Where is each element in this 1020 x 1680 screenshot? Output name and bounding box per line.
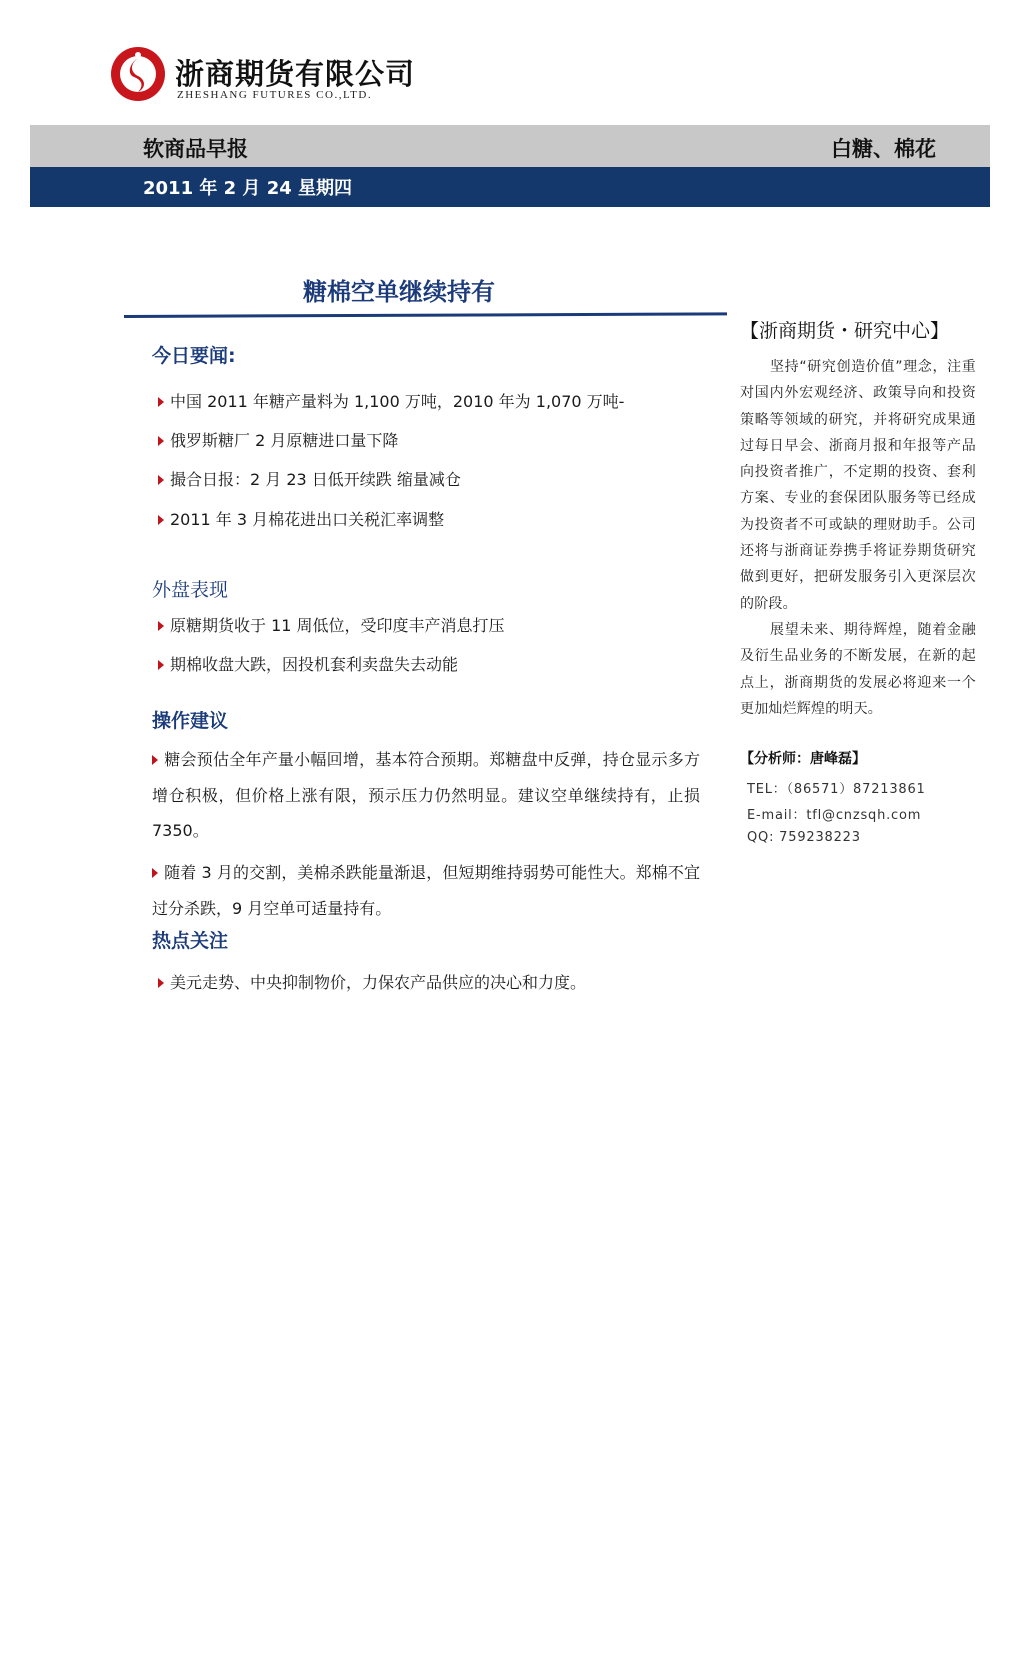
news-item-text: 中国 2011 年糖产量料为 1,100 万吨，2010 年为 1,070 万吨- [170, 392, 625, 411]
zheshang-logo-icon [110, 46, 166, 102]
advice-text: 随着 3 月的交割，美棉杀跌能量渐退，但短期维持弱势可能性大。郑棉不宜过分杀跌，9 月空单可适量持有。 [152, 863, 700, 918]
sidebar-paragraph: 坚持“研究创造价值”理念，注重对国内外宏观经济、政策导向和投资策略等领域的研究，并将研究成果通过每日早会、浙商月报和年报等产品向投资者推广，不定期的投资、套利方案、专业的套保团队服务等已经成为投资者不可或缺的理财助手。公司还将与浙商证券携手将证券期货研究做到更好，把研发服务引入更深层次的阶段。 [740, 359, 976, 612]
analyst-name: 【分析师：唐峰磊】 [740, 751, 866, 767]
company-name-cn: 浙商期货有限公司 [175, 57, 416, 91]
headline-divider [124, 312, 727, 318]
page-title: 糖棉空单继续持有 [303, 278, 495, 306]
section-title-overseas: 外盘表现 [152, 579, 229, 601]
overseas-item-text: 期棉收盘大跌，因投机套利卖盘失去动能 [170, 655, 459, 674]
commodities-label: 白糖、棉花 [831, 137, 936, 161]
bullet-arrow-icon [158, 397, 164, 407]
list-item [158, 507, 444, 530]
report-date: 2011 年 2 月 24 星期四 [143, 178, 353, 199]
overseas-item-text: 原糖期货收于 11 周低位，受印度丰产消息打压 [170, 616, 505, 635]
bullet-arrow-icon [158, 978, 164, 988]
contact-qq: QQ: 759238223 [747, 830, 861, 845]
section-title-news: 今日要闻: [152, 345, 236, 367]
list-item [158, 970, 586, 993]
section-title-advice: 操作建议 [152, 710, 229, 732]
news-item-text: 撮合日报：2 月 23 日低开续跌 缩量减仓 [170, 470, 461, 489]
list-item [158, 652, 458, 675]
news-item-text: 2011 年 3 月棉花进出口关税汇率调整 [170, 510, 445, 529]
list-item [158, 428, 398, 451]
report-type: 软商品早报 [143, 137, 248, 161]
advice-paragraph [152, 855, 700, 926]
sidebar-paragraph: 展望未来、期待辉煌，随着金融及衍生品业务的不断发展，在新的起点上，浙商期货的发展必将迎来一个更加灿烂辉煌的明天。 [740, 622, 976, 717]
list-item [158, 613, 505, 636]
contact-email: E-mail：tfl@cnzsqh.com [747, 808, 922, 823]
bullet-arrow-icon [158, 621, 164, 631]
company-name-en: ZHESHANG FUTURES CO.,LTD. [177, 89, 373, 101]
advice-paragraph [152, 742, 700, 849]
list-item [158, 389, 624, 412]
sidebar-title: 【浙商期货・研究中心】 [740, 320, 950, 342]
bullet-arrow-icon [152, 868, 158, 878]
bullet-arrow-icon [158, 660, 164, 670]
advice-text: 糖会预估全年产量小幅回增，基本符合预期。郑糖盘中反弹，持仓显示多方增仓积极，但价格上涨有限，预示压力仍然明显。建议空单继续持有，止损 7350。 [152, 750, 700, 840]
section-title-hot: 热点关注 [152, 930, 229, 952]
bullet-arrow-icon [158, 436, 164, 446]
list-item [158, 467, 461, 490]
contact-tel: TEL：（86571）87213861 [747, 782, 926, 797]
hot-item-text: 美元走势、中央抑制物价，力保农产品供应的决心和力度。 [170, 973, 587, 992]
bullet-arrow-icon [158, 515, 164, 525]
news-item-text: 俄罗斯糖厂 2 月原糖进口量下降 [170, 431, 399, 450]
bullet-arrow-icon [152, 755, 158, 765]
bullet-arrow-icon [158, 475, 164, 485]
